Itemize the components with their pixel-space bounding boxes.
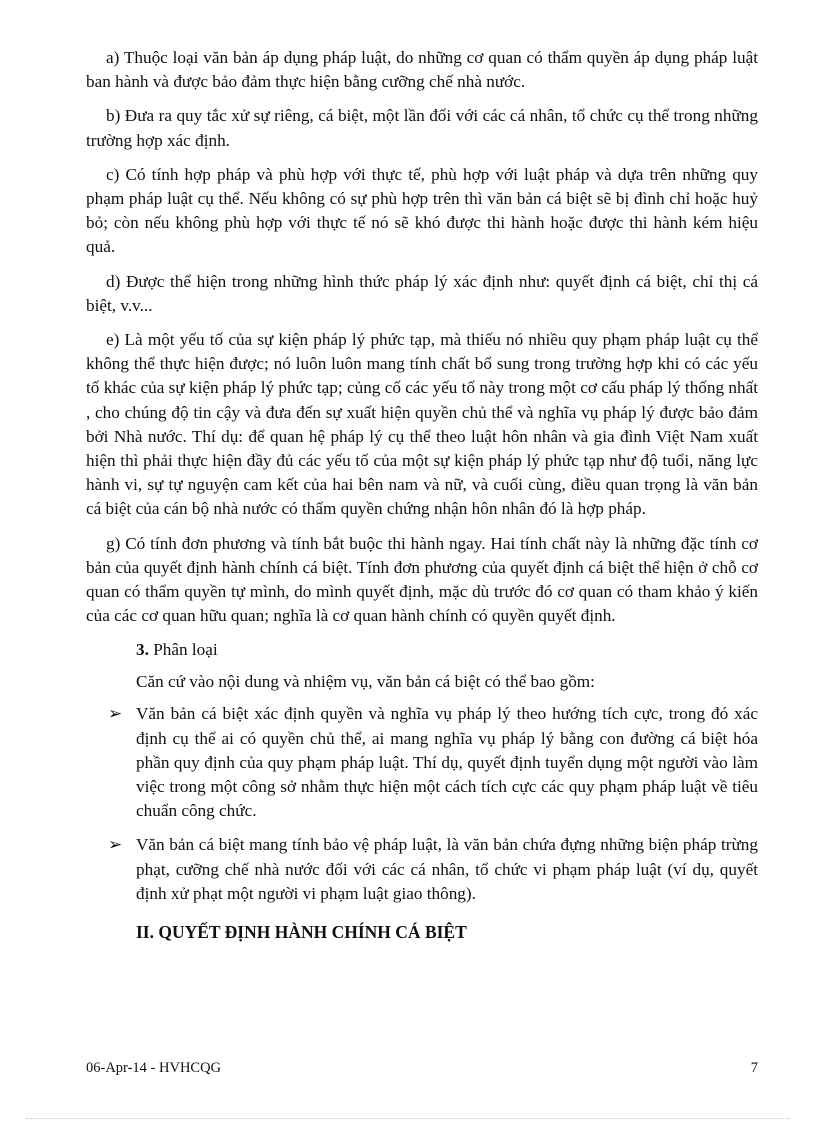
page-number: 7 — [750, 1060, 758, 1076]
paragraph-d: d) Được thể hiện trong những hình thức pháp lý xác định như: quyết định cá biệt, chỉ thị cá biệt, v.v... — [86, 271, 758, 315]
paragraph-g: g) Có tính đơn phương và tính bắt buộc thi hành ngay. Hai tính chất này là những đặc tính cơ bản của quyết định hành chính cá biệt. Tính đơn phương của quyết định cá biệt thể hiện ở chỗ cơ quan có thẩm quyền tự mình, do mình quyết định, mặc dù trước đó cơ quan có tham khảo ý kiến của các cơ quan hữu quan; nghĩa là cơ quan hành chính có quyền quyết định. — [86, 533, 758, 626]
footer-date-source: 06-Apr-14 - HVHCQG — [86, 1060, 222, 1076]
arrow-bullet-icon: ➢ — [108, 835, 123, 856]
paragraph-c: c) Có tính hợp pháp và phù hợp với thực tế, phù hợp với luật pháp và dựa trên những quy phạm pháp luật cụ thể. Nếu không có sự phù hợp trên thì văn bản cá biệt sẽ bị đình chỉ hoặc huỷ bỏ; còn nếu không phù hợp với thực tế nó sẽ khó được thi hành hoặc được thi hành kém hiệu quả. — [86, 164, 758, 257]
list-item — [86, 833, 758, 906]
section-3-number: 3. — [136, 640, 149, 660]
list-item-text: Văn bản cá biệt xác định quyền và nghĩa vụ pháp lý theo hướng tích cực, trong đó xác định cụ thể ai có quyền chủ thể, ai mang nghĩa vụ pháp lý bằng con đường cá biệt hóa phần quy định của quy phạm pháp luật. Thí dụ, quyết định tuyển dụng một người vào làm việc trong một công sở nhằm thực hiện một cách tích cực các quy phạm pháp luật về tiêu chuẩn công chức. — [136, 704, 758, 821]
section-ii-heading: II. QUYẾT ĐỊNH HÀNH CHÍNH CÁ BIỆT — [136, 922, 467, 943]
paragraph-e: e) Là một yếu tố của sự kiện pháp lý phức tạp, mà thiếu nó nhiều quy phạm pháp luật cụ thể không thể thực hiện được; nó luôn luôn mang tính chất bổ sung trong trường hợp khi có các yếu tố khác của sự kiện pháp lý phức tạp; củng cố các yếu tố này trong một cơ cấu pháp lý thống nhất , cho chúng độ tin cậy và đưa đến sự xuất hiện quyền chủ thể và nghĩa vụ pháp lý được bảo đảm bởi Nhà nước. Thí dụ: để quan hệ pháp lý cụ thể theo luật hôn nhân và gia đình Việt Nam xuất hiện thì phải thực hiện đầy đủ các yếu tố của một sự kiện pháp lý phức tạp như độ tuổi, năng lực hành vi, sự tự nguyện cam kết của hai bên nam và nữ, và cuối cùng, điều quan trọng là văn bản cá biệt của cán bộ nhà nước có thẩm quyền chứng nhận hôn nhân đó là hợp pháp. — [86, 330, 758, 519]
list-item — [86, 702, 758, 823]
arrow-bullet-icon: ➢ — [108, 704, 123, 725]
classification-list — [86, 702, 758, 906]
paragraph-b: b) Đưa ra quy tắc xử sự riêng, cá biệt, một lần đối với các cá nhân, tổ chức cụ thể trong những trường hợp xác định. — [86, 106, 758, 150]
section-3-heading — [136, 638, 758, 662]
document-page — [86, 46, 758, 944]
section-3-intro: Căn cứ vào nội dung và nhiệm vụ, văn bản cá biệt có thể bao gồm: — [136, 672, 595, 692]
section-3-title: Phân loại — [153, 640, 218, 660]
list-item-text: Văn bản cá biệt mang tính bảo vệ pháp luật, là văn bản chứa đựng những biện pháp trừng phạt, cưỡng chế nhà nước đối với các cá nhân, tổ chức vi phạm pháp luật (ví dụ, quyết định xử phạt một người vi phạm luật giao thông). — [136, 835, 758, 903]
page-bottom-divider — [26, 1118, 790, 1119]
paragraph-a: a) Thuộc loại văn bản áp dụng pháp luật, do những cơ quan có thẩm quyền áp dụng pháp luật ban hành và được bảo đảm thực hiện bằng cưỡng chế nhà nước. — [86, 48, 758, 92]
